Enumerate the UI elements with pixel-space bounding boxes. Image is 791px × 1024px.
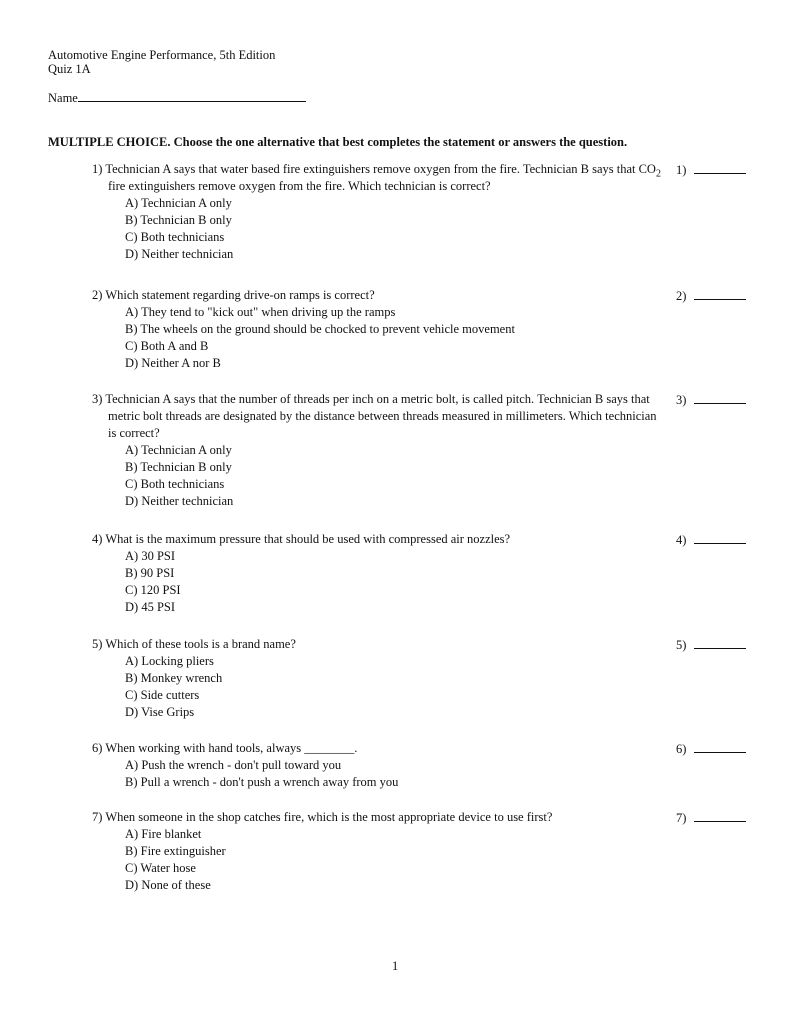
page-number: 1 — [392, 959, 399, 973]
question-1 — [92, 161, 667, 263]
answer-option[interactable]: A) Push the wrench - don't pull toward you — [125, 758, 342, 772]
answer-option[interactable]: D) Neither technician — [125, 494, 234, 508]
answer-option[interactable]: B) Pull a wrench - don't push a wrench away from you — [125, 775, 399, 789]
question-4 — [92, 531, 667, 616]
answer-number: 7) — [676, 811, 687, 825]
answer-option[interactable]: C) Side cutters — [125, 688, 200, 702]
answer-number: 2) — [676, 289, 687, 303]
answer-line[interactable] — [694, 740, 746, 753]
answer-blank-2[interactable] — [676, 287, 746, 305]
answer-option[interactable]: A) Locking pliers — [125, 654, 214, 668]
answer-option[interactable]: D) Neither technician — [125, 247, 234, 261]
answer-option[interactable]: B) 90 PSI — [125, 566, 175, 580]
answer-option[interactable]: A) Technician A only — [125, 443, 232, 457]
answer-blank-3[interactable] — [676, 391, 746, 409]
course-title: Automotive Engine Performance, 5th Edition — [48, 48, 276, 62]
question-7 — [92, 809, 667, 894]
question-text: 4) What is the maximum pressure that should be used with compressed air nozzles? — [92, 532, 511, 546]
answer-number: 4) — [676, 533, 687, 547]
answer-option[interactable]: A) Technician A only — [125, 196, 232, 210]
name-label: Name — [48, 91, 78, 105]
answer-blank-5[interactable] — [676, 636, 746, 654]
question-6 — [92, 740, 667, 791]
question-text: 5) Which of these tools is a brand name? — [92, 637, 296, 651]
name-blank[interactable] — [78, 89, 306, 102]
answer-line[interactable] — [694, 636, 746, 649]
answer-option[interactable]: C) 120 PSI — [125, 583, 181, 597]
instructions: MULTIPLE CHOICE. Choose the one alternative that best completes the statement or answers the question. — [48, 135, 628, 149]
answer-option[interactable]: A) 30 PSI — [125, 549, 176, 563]
question-2 — [92, 287, 667, 372]
answer-blank-1[interactable] — [676, 161, 746, 179]
answer-line[interactable] — [694, 287, 746, 300]
question-text: 6) When working with hand tools, always ________. — [92, 741, 358, 755]
answer-line[interactable] — [694, 161, 746, 174]
question-text: 2) Which statement regarding drive-on ramps is correct? — [92, 288, 375, 302]
answer-option[interactable]: C) Both technicians — [125, 230, 225, 244]
answer-option[interactable]: A) They tend to "kick out" when driving up the ramps — [125, 305, 396, 319]
answer-number: 3) — [676, 393, 687, 407]
answer-option[interactable]: B) Technician B only — [125, 213, 232, 227]
question-3 — [92, 391, 667, 510]
answer-blank-4[interactable] — [676, 531, 746, 549]
answer-option[interactable]: D) 45 PSI — [125, 600, 176, 614]
answer-option[interactable]: C) Both technicians — [125, 477, 225, 491]
question-text: 3) Technician A says that the number of threads per inch on a metric bolt, is called pitch. Technician B says that metric bolt threads are designated by the distance between threads measured in millimeters. Which technician is correct? — [92, 392, 657, 440]
answer-line[interactable] — [694, 531, 746, 544]
answer-option[interactable]: C) Water hose — [125, 861, 196, 875]
answer-option[interactable]: C) Both A and B — [125, 339, 209, 353]
answer-number: 6) — [676, 742, 687, 756]
answer-option[interactable]: B) Fire extinguisher — [125, 844, 226, 858]
answer-line[interactable] — [694, 391, 746, 404]
answer-option[interactable]: D) Neither A nor B — [125, 356, 221, 370]
answer-number: 5) — [676, 638, 687, 652]
answer-option[interactable]: D) None of these — [125, 878, 211, 892]
answer-line[interactable] — [694, 809, 746, 822]
question-5 — [92, 636, 667, 721]
answer-blank-6[interactable] — [676, 740, 746, 758]
answer-number: 1) — [676, 163, 687, 177]
answer-option[interactable]: B) Technician B only — [125, 460, 232, 474]
name-field[interactable] — [48, 89, 306, 107]
answer-option[interactable]: B) Monkey wrench — [125, 671, 223, 685]
answer-option[interactable]: A) Fire blanket — [125, 827, 202, 841]
question-text: 1) Technician A says that water based fire extinguishers remove oxygen from the fire. Technician B says that $CO_2$ fire extinguishers remove oxygen from the fire. Which technician is correct? — [92, 162, 661, 193]
answer-blank-7[interactable] — [676, 809, 746, 827]
quiz-title: Quiz 1A — [48, 62, 91, 76]
answer-option[interactable]: D) Vise Grips — [125, 705, 195, 719]
question-text: 7) When someone in the shop catches fire, which is the most appropriate device to use first? — [92, 810, 553, 824]
answer-option[interactable]: B) The wheels on the ground should be chocked to prevent vehicle movement — [125, 322, 515, 336]
